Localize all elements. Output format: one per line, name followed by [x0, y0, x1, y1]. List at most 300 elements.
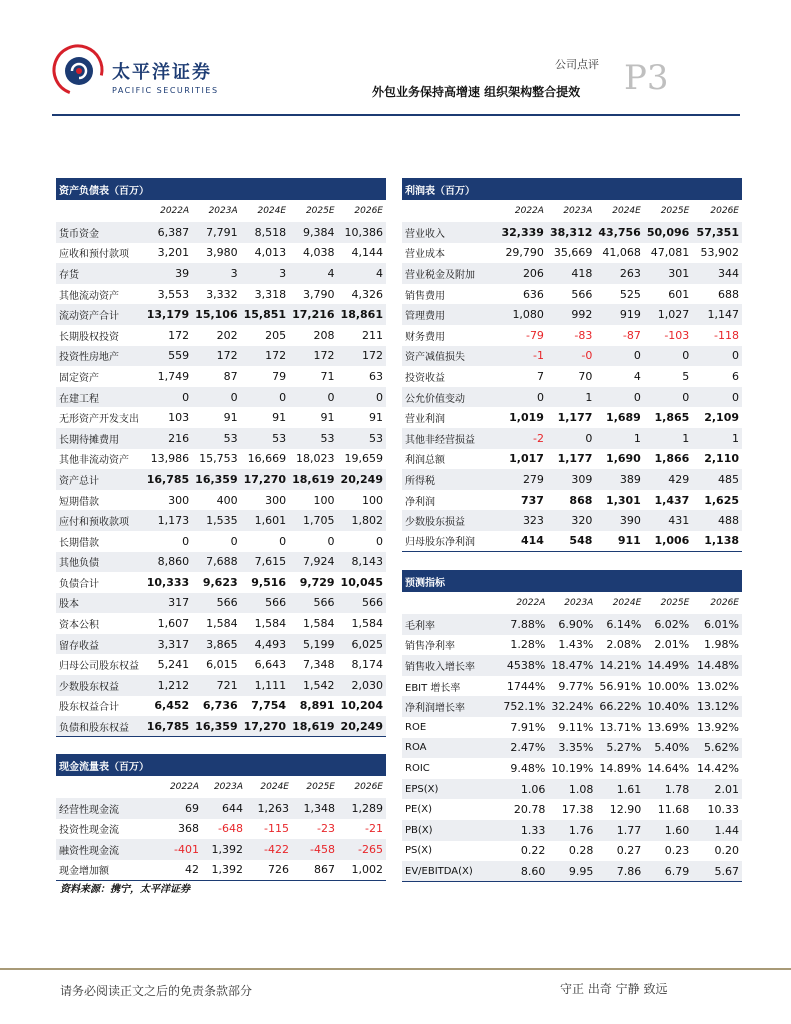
- row-value: 17,270: [241, 716, 289, 737]
- row-value: 867: [292, 860, 338, 881]
- row-value: 7.91%: [510, 720, 546, 734]
- row-value: 5.67: [692, 861, 742, 882]
- row-value: 1,584: [303, 617, 335, 631]
- row-label: 股东权益合计: [59, 702, 119, 714]
- row-value: 103: [168, 411, 190, 425]
- row-value: 7,615: [241, 552, 289, 573]
- row-value: 172: [338, 346, 386, 367]
- row-value: 14.89%: [599, 761, 642, 775]
- row-value: 17,270: [241, 469, 289, 490]
- row-value: -2: [496, 428, 547, 449]
- row-value: -401: [152, 839, 202, 860]
- table-row: [402, 325, 742, 346]
- table-row: [56, 531, 386, 552]
- row-value: 13.12%: [692, 696, 742, 717]
- row-value: 1,289: [338, 798, 386, 819]
- row-value: 1.76: [548, 820, 596, 841]
- row-value: 1,263: [246, 798, 292, 819]
- row-label: 负债合计: [59, 578, 99, 590]
- row-value: -422: [246, 839, 292, 860]
- row-value: 14.49%: [644, 655, 692, 676]
- row-value: 0.22: [520, 844, 546, 858]
- row-value: 1,173: [144, 510, 193, 531]
- row-value: 6,452: [154, 699, 190, 713]
- table-title-row: [402, 570, 742, 592]
- row-value: 317: [144, 593, 193, 614]
- table-row: [56, 654, 386, 675]
- row-value: 0: [327, 534, 335, 548]
- table-row: [402, 531, 742, 552]
- table-row: [402, 469, 742, 490]
- row-value: 1,601: [241, 510, 289, 531]
- row-value: 2.01%: [654, 638, 690, 652]
- year-header: 2025E: [306, 782, 335, 792]
- row-value: 91: [272, 411, 287, 425]
- row-label: 财务费用: [405, 331, 445, 343]
- row-value: 20.78: [513, 803, 546, 817]
- row-value: 488: [692, 510, 742, 531]
- row-value: 1,177: [557, 411, 593, 425]
- row-value: 566: [289, 593, 337, 614]
- row-value: 4,013: [254, 246, 287, 260]
- logo-cn-text: 太平洋证券: [112, 62, 212, 83]
- row-value: 1,802: [338, 510, 386, 531]
- table-row: [56, 222, 386, 243]
- row-label: 管理费用: [402, 304, 496, 325]
- table-row: [56, 243, 386, 264]
- row-label: 毛利率: [402, 614, 497, 635]
- report-title: 外包业务保持高增速 组织架构整合提效: [372, 85, 581, 99]
- row-value: 211: [362, 328, 383, 342]
- row-value: 0.23: [664, 844, 690, 858]
- row-value: 10,386: [338, 222, 386, 243]
- row-value: 70: [578, 369, 593, 383]
- row-label: 长期待摊费用: [56, 428, 144, 449]
- row-value: 0.28: [568, 844, 594, 858]
- row-value: 636: [522, 287, 544, 301]
- page-number: P3: [624, 58, 669, 98]
- table-row: [402, 861, 742, 882]
- row-value: 13.69%: [647, 720, 690, 734]
- row-value: 721: [192, 675, 240, 696]
- row-value: 1,584: [254, 617, 287, 631]
- table-row: [402, 510, 742, 531]
- row-label: 固定资产: [59, 372, 99, 384]
- row-value: 1,080: [496, 304, 547, 325]
- table-row: [402, 676, 742, 697]
- row-value: 10.40%: [644, 696, 692, 717]
- row-value: 868: [569, 493, 593, 507]
- row-value: 20,249: [338, 716, 386, 737]
- row-value: 1,138: [692, 531, 742, 552]
- row-value: 13,986: [150, 452, 190, 466]
- row-value: 6,736: [202, 699, 238, 713]
- row-value: 0.20: [714, 844, 739, 858]
- row-value: 2,110: [704, 452, 739, 466]
- row-value: 14.21%: [596, 655, 644, 676]
- row-value: -265: [338, 839, 386, 860]
- row-label: 归母股东净利润: [402, 531, 496, 552]
- row-value: 1,177: [557, 452, 593, 466]
- row-value: -458: [292, 839, 338, 860]
- row-value: 9,729: [299, 575, 335, 589]
- row-value: 320: [547, 510, 595, 531]
- row-value: 300: [265, 493, 287, 507]
- row-label: EBIT 增长率: [405, 682, 461, 694]
- table-row: [402, 284, 742, 305]
- year-header: 2024E: [612, 206, 641, 216]
- row-value: 4,038: [303, 246, 335, 260]
- year-header: 2022A: [516, 598, 546, 608]
- row-value: 3,332: [206, 287, 238, 301]
- table-row: [402, 779, 742, 800]
- row-value: 1,535: [192, 510, 240, 531]
- row-label: 销售收入增长率: [402, 655, 497, 676]
- year-header: 2023A: [213, 782, 243, 792]
- year-header: 2025E: [305, 206, 335, 216]
- row-value: 100: [362, 493, 383, 507]
- row-value: 4,326: [351, 287, 383, 301]
- table-row: [402, 841, 742, 862]
- row-label: ROA: [402, 738, 497, 759]
- row-value: 18,861: [338, 304, 386, 325]
- table-title-row: [56, 754, 386, 776]
- row-value: 1: [644, 428, 692, 449]
- row-label: 资本公积: [59, 620, 99, 632]
- row-value: 7.88%: [497, 614, 548, 635]
- row-value: 15,106: [192, 304, 240, 325]
- row-value: 1,027: [644, 304, 692, 325]
- row-value: 4: [289, 263, 337, 284]
- year-header: 2022A: [169, 782, 199, 792]
- row-label: 股本: [56, 593, 144, 614]
- row-value: 16,359: [192, 469, 240, 490]
- year-header: 2023A: [563, 206, 593, 216]
- row-value: 1,147: [692, 304, 742, 325]
- row-value: 992: [547, 304, 595, 325]
- row-value: 10.19%: [551, 761, 594, 775]
- income-statement-table: [402, 178, 742, 552]
- row-value: 4,144: [351, 246, 383, 260]
- row-value: 172: [289, 346, 337, 367]
- row-value: 1,625: [704, 493, 739, 507]
- row-value: -103: [664, 328, 690, 342]
- row-value: 91: [369, 411, 383, 425]
- row-value: 5: [682, 369, 690, 383]
- row-value: 41,068: [602, 246, 641, 260]
- row-value: 1,705: [289, 510, 337, 531]
- table-row: [402, 490, 742, 511]
- table-row: [56, 510, 386, 531]
- row-value: 56.91%: [599, 679, 642, 693]
- row-value: 400: [216, 493, 238, 507]
- row-value: 13,179: [144, 304, 193, 325]
- row-value: 1,348: [292, 798, 338, 819]
- row-value: 7,688: [192, 552, 240, 573]
- row-value: 5.27%: [596, 738, 644, 759]
- table-row: [56, 696, 386, 717]
- year-header-row: [402, 592, 742, 614]
- row-value: 53: [338, 428, 386, 449]
- year-header: 2026E: [354, 782, 383, 792]
- row-value: 1,865: [654, 411, 690, 425]
- row-value: 0: [644, 387, 692, 408]
- row-value: 429: [644, 469, 692, 490]
- table-row: [402, 407, 742, 428]
- row-value: 3: [192, 263, 240, 284]
- row-value: 1,017: [509, 452, 544, 466]
- table-row: [56, 428, 386, 449]
- row-value: 57,351: [692, 222, 742, 243]
- row-value: -87: [622, 328, 641, 342]
- row-value: 79: [272, 369, 287, 383]
- row-value: -115: [264, 822, 289, 836]
- row-value: 216: [144, 428, 193, 449]
- row-value: 7,791: [192, 222, 240, 243]
- row-value: 3,317: [144, 634, 193, 655]
- table-row: [402, 758, 742, 779]
- table-title: 利润表（百万）: [402, 178, 742, 200]
- row-value: -21: [365, 822, 383, 836]
- row-value: 726: [246, 860, 292, 881]
- row-label: 货币资金: [56, 222, 144, 243]
- row-label: 现金增加额: [56, 860, 152, 881]
- year-header: 2025E: [660, 598, 690, 608]
- table-row: [402, 366, 742, 387]
- row-value: 1.33: [497, 820, 548, 841]
- row-value: 2,109: [704, 411, 739, 425]
- row-value: 15,753: [199, 452, 238, 466]
- row-value: 919: [595, 304, 643, 325]
- disclaimer-note: 请务必阅读正文之后的免责条款部分: [60, 984, 253, 998]
- pacific-securities-logo: [50, 42, 106, 98]
- table-row: [56, 284, 386, 305]
- row-value: 1,689: [606, 411, 641, 425]
- table-row: [56, 860, 386, 881]
- table-title: 现金流量表（百万）: [56, 754, 386, 776]
- row-value: 14.64%: [647, 761, 690, 775]
- table-row: [402, 304, 742, 325]
- row-label: 公允价值变动: [402, 387, 496, 408]
- table-row: [56, 469, 386, 490]
- row-value: 6.01%: [692, 614, 742, 635]
- row-value: 205: [265, 328, 287, 342]
- row-value: 10,045: [340, 575, 383, 589]
- row-label: PE(X): [405, 804, 433, 816]
- row-value: 16,785: [144, 469, 193, 490]
- table-row: [402, 387, 742, 408]
- row-label: 营业利润: [405, 414, 445, 426]
- row-value: 1,111: [241, 675, 289, 696]
- row-value: 1.06: [497, 779, 548, 800]
- row-value: 1,392: [202, 860, 246, 881]
- logo-en-text: PACIFIC SECURITIES: [112, 86, 219, 95]
- row-value: 0: [644, 346, 692, 367]
- row-value: 18,619: [289, 469, 337, 490]
- row-label: 其他负债: [56, 552, 144, 573]
- row-label: 长期借款: [59, 537, 99, 549]
- row-value: 1.77: [596, 820, 644, 841]
- row-value: 10.00%: [647, 679, 690, 693]
- row-label: 营业收入: [402, 222, 496, 243]
- row-value: 8.60: [497, 861, 548, 882]
- row-value: 172: [168, 328, 190, 342]
- row-label: 少数股东损益: [402, 510, 496, 531]
- row-value: 1,392: [202, 839, 246, 860]
- report-type: 公司点评: [555, 58, 599, 71]
- row-value: 2.08%: [606, 638, 642, 652]
- table-row: [56, 490, 386, 511]
- row-value: 566: [192, 593, 240, 614]
- row-value: 1.61: [596, 779, 644, 800]
- row-value: 566: [338, 593, 386, 614]
- row-value: 71: [320, 369, 335, 383]
- year-header-row: [56, 200, 386, 222]
- table-row: [402, 635, 742, 656]
- row-value: 0: [547, 428, 595, 449]
- row-value: 1,437: [654, 493, 690, 507]
- row-value: 1744%: [506, 679, 546, 693]
- table-row: [56, 613, 386, 634]
- row-value: -0: [547, 346, 595, 367]
- company-slogan: 守正 出奇 宁静 致远: [560, 982, 668, 996]
- row-value: 911: [595, 531, 643, 552]
- table-row: [402, 263, 742, 284]
- row-value: 87: [223, 369, 238, 383]
- year-header-row: [402, 200, 742, 222]
- row-value: 644: [202, 798, 246, 819]
- row-label: 其他非流动资产: [59, 455, 129, 467]
- row-label: EV/EBITDA(X): [402, 861, 497, 882]
- row-value: 69: [152, 798, 202, 819]
- table-row: [402, 717, 742, 738]
- row-value: 47,081: [650, 246, 690, 260]
- row-value: 208: [313, 328, 335, 342]
- row-value: 1.44: [692, 820, 742, 841]
- year-header: 2024E: [257, 206, 287, 216]
- row-value: 1.78: [644, 779, 692, 800]
- row-label: 经营性现金流: [56, 798, 152, 819]
- row-value: 9,623: [202, 575, 238, 589]
- row-value: 8,518: [241, 222, 289, 243]
- row-value: 0: [496, 387, 547, 408]
- row-value: 0: [279, 534, 287, 548]
- row-value: 1: [595, 428, 643, 449]
- row-label: 资产减值损失: [402, 346, 496, 367]
- year-header: 2022A: [160, 206, 190, 216]
- year-header-blank: [56, 200, 144, 222]
- table-row: [56, 634, 386, 655]
- row-value: 3,980: [206, 246, 238, 260]
- balance-sheet-table: [56, 178, 386, 737]
- row-value: 1.60: [644, 820, 692, 841]
- row-value: 13.92%: [697, 720, 739, 734]
- row-value: 3,318: [254, 287, 287, 301]
- row-value: 309: [547, 469, 595, 490]
- row-label: ROE: [405, 721, 427, 733]
- row-value: 431: [644, 510, 692, 531]
- row-value: 6: [732, 369, 739, 383]
- row-value: 1,006: [644, 531, 692, 552]
- row-value: 5,199: [289, 634, 337, 655]
- row-value: 6.90%: [548, 614, 596, 635]
- row-value: 6,387: [144, 222, 193, 243]
- row-value: 53: [289, 428, 337, 449]
- row-label: 所得税: [402, 469, 496, 490]
- row-label: 流动资产合计: [56, 304, 144, 325]
- table-row: [402, 655, 742, 676]
- row-value: 323: [496, 510, 547, 531]
- row-value: 1,002: [338, 860, 386, 881]
- row-value: 7,924: [289, 552, 337, 573]
- row-label: 投资性现金流: [59, 825, 119, 837]
- row-label: 营业成本: [405, 249, 445, 261]
- table-row: [402, 449, 742, 470]
- row-label: PB(X): [402, 820, 497, 841]
- row-value: 1: [692, 428, 742, 449]
- year-header: 2022A: [514, 206, 544, 216]
- row-value: 9.48%: [510, 761, 546, 775]
- row-value: 6,015: [206, 658, 238, 672]
- row-value: 1,212: [144, 675, 193, 696]
- forecast-indicators-table: [402, 570, 742, 882]
- table-row: [56, 366, 386, 387]
- row-value: 39: [144, 263, 193, 284]
- row-value: 548: [547, 531, 595, 552]
- row-value: 91: [320, 411, 335, 425]
- row-value: 0: [230, 534, 238, 548]
- row-value: 9.77%: [558, 679, 594, 693]
- row-value: 35,669: [553, 246, 593, 260]
- row-value: 38,312: [547, 222, 595, 243]
- year-header: 2023A: [564, 598, 594, 608]
- row-label: 资产总计: [56, 469, 144, 490]
- row-value: 0: [192, 387, 240, 408]
- row-label: 融资性现金流: [56, 839, 152, 860]
- table-row: [402, 346, 742, 367]
- year-header-blank: [402, 592, 497, 614]
- table-row: [56, 325, 386, 346]
- row-value: 53: [241, 428, 289, 449]
- row-value: 14.42%: [697, 761, 739, 775]
- row-value: 0: [692, 346, 742, 367]
- row-value: 0: [338, 387, 386, 408]
- row-value: 172: [192, 346, 240, 367]
- year-header-blank: [402, 200, 496, 222]
- row-value: 300: [168, 493, 190, 507]
- row-value: 63: [369, 369, 383, 383]
- row-value: 2,030: [338, 675, 386, 696]
- table-row: [56, 346, 386, 367]
- row-value: 42: [152, 860, 202, 881]
- table-row: [56, 819, 386, 840]
- row-value: 8,860: [144, 552, 193, 573]
- row-value: 1.98%: [704, 638, 739, 652]
- row-value: -79: [525, 328, 544, 342]
- row-value: 15,851: [241, 304, 289, 325]
- year-header: 2024E: [260, 782, 289, 792]
- row-label: 长期股权投资: [59, 331, 119, 343]
- row-value: 9,384: [289, 222, 337, 243]
- row-label: 利润总额: [405, 455, 445, 467]
- row-value: 1,301: [606, 493, 641, 507]
- row-value: 20,249: [338, 469, 386, 490]
- row-label: 应付和预收款项: [56, 510, 144, 531]
- row-label: 净利润: [405, 496, 435, 508]
- row-value: 53: [192, 428, 240, 449]
- row-value: 1,607: [157, 617, 190, 631]
- logo-wordmark: [112, 58, 219, 95]
